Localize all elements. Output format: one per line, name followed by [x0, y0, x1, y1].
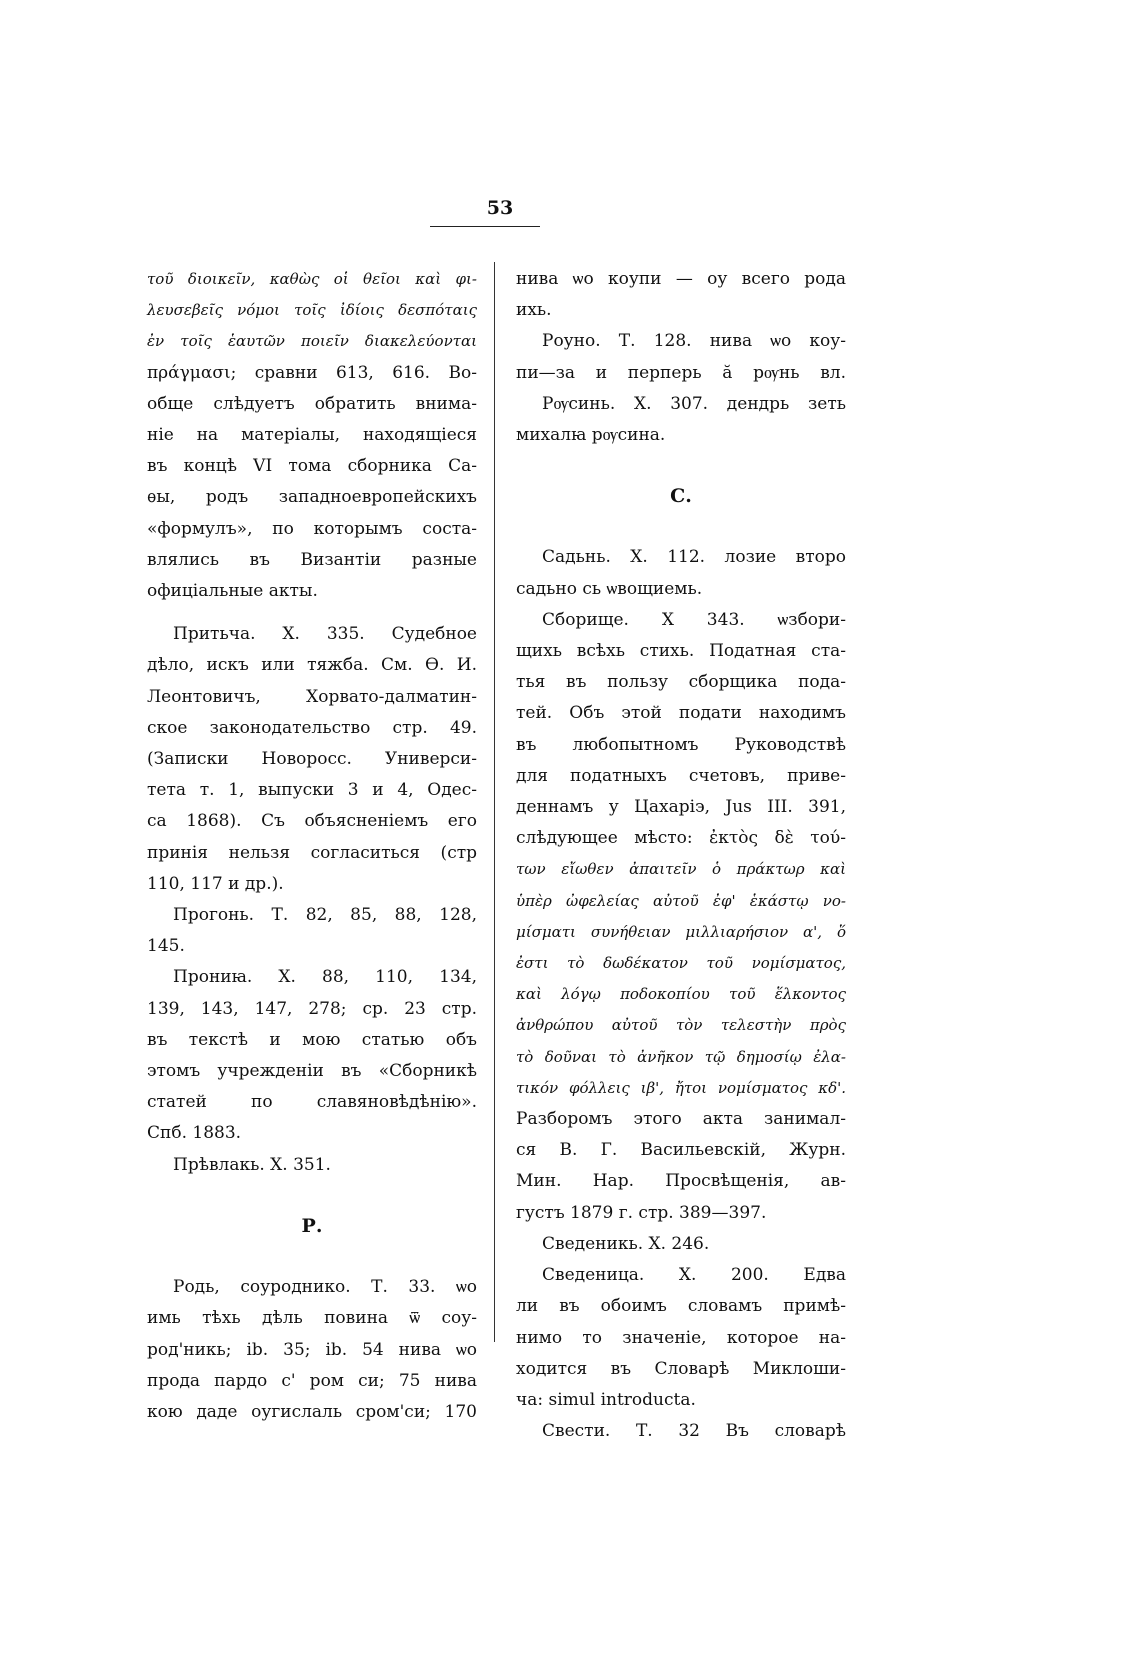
- text-line: кою даде оугислаль сром'си; 170: [147, 1401, 477, 1422]
- text-line: садьно сь ѡвощиемь.: [516, 578, 703, 599]
- text-line: прода пардо с' ром си; 75 нива: [147, 1370, 477, 1391]
- section-letter: С.: [670, 485, 692, 508]
- text-line: μίσματι συνήθειαν μιλλιαρήσιον α', ὅ: [516, 922, 846, 941]
- text-line: деннамъ у Цахаріэ, Jus III. 391,: [516, 797, 846, 818]
- text-line: Сборище. Х 343. ѡзбори-: [542, 609, 846, 630]
- header-rule: [430, 226, 540, 227]
- section-gap: [147, 1181, 477, 1211]
- text-line: щихь всѣхь стихь. Податная ста-: [516, 641, 846, 662]
- text-line: ли въ обоимъ словамъ примѣ-: [516, 1296, 846, 1317]
- text-line: густъ 1879 г. стр. 389—397.: [516, 1202, 767, 1223]
- text-line: Разборомъ этого акта занимал-: [516, 1109, 846, 1130]
- text-line: тья въ пользу сборщика пода-: [516, 672, 846, 693]
- text-line: пи—за и перперь ӑ рѹнь вл.: [516, 362, 846, 383]
- text-line: ча: simul introducta.: [516, 1389, 696, 1410]
- text-line: Свести. Т. 32 Въ словарѣ: [542, 1421, 846, 1442]
- text-line: των εἴωθεν ἀπαιτεῖν ὁ πράκτωρ καὶ: [516, 860, 846, 879]
- text-line: 139, 143, 147, 278; ср. 23 стр.: [147, 998, 477, 1019]
- text-line: Прѣвлакь. Х. 351.: [173, 1154, 331, 1175]
- text-line: Спб. 1883.: [147, 1123, 242, 1144]
- text-line: имь тѣхь дѣль повина ѿ соу-: [147, 1308, 477, 1329]
- text-line: тета т. 1, выпуски 3 и 4, Одес-: [147, 780, 477, 801]
- text-line: Притьча. Х. 335. Судебное: [173, 624, 477, 645]
- text-line: нимо то значеніе, которое на-: [516, 1327, 846, 1348]
- text-line: ἐστι τὸ δωδέκατον τοῦ νομίσματος,: [516, 954, 846, 973]
- text-line: (Записки Новоросс. Универси-: [147, 749, 477, 770]
- text-line: ѳы, родъ западноевропейскихъ: [147, 487, 477, 508]
- section-gap: [516, 512, 846, 542]
- paragraph-gap: [147, 607, 477, 619]
- right-column: [516, 264, 846, 1447]
- text-line: Садьнь. Х. 112. лозие второ: [542, 547, 846, 568]
- column-divider: [494, 262, 495, 1342]
- text-line: ἀνθρώπου αὐτοῦ τὸν τελεστὴν πρὸς: [516, 1016, 846, 1035]
- text-line: τικόν φόλλεις ιβ', ἤτοι νομίσματος κδ'.: [516, 1078, 846, 1097]
- section-letter: Р.: [301, 1214, 323, 1237]
- text-line: офиціальные акты.: [147, 581, 318, 602]
- text-line: слѣдующее мѣсто: ἐκτὸς δὲ τού-: [516, 828, 846, 849]
- text-line: дѣло, искъ или тяжба. См. Ѳ. И.: [147, 655, 477, 676]
- text-line: ὑπὲρ ὠφελείας αὐτοῦ ἐφ' ἑκάστῳ νο-: [516, 891, 846, 910]
- text-line: «формулъ», по которымъ соста-: [147, 518, 477, 539]
- text-line: влялись въ Византіи разные: [147, 549, 477, 570]
- text-line: ἐν τοῖς ἑαυτῶν ποιεῖν διακελεύονται: [147, 332, 477, 351]
- text-line: принія нельзя согласиться (стр: [147, 842, 477, 863]
- text-line: Роуно. Т. 128. нива ѡо коу-: [542, 331, 846, 352]
- text-line: τοῦ διοικεῖν, καθὼς οἱ θεῖοι καὶ φι-: [147, 270, 477, 288]
- text-line: тей. Объ этой подати находимъ: [516, 703, 846, 724]
- text-line: τὸ δοῦναι τὸ ἀνῆκον τῷ δημοσίῳ ἐλα-: [516, 1047, 846, 1066]
- text-line: Мин. Нар. Просвѣщенія, ав-: [516, 1171, 846, 1192]
- text-line: са 1868). Съ объясненіемъ его: [147, 811, 477, 832]
- text-line: 110, 117 и др.).: [147, 873, 284, 894]
- left-column: [147, 264, 477, 1428]
- text-line: нива ѡо коупи — оу всего рода: [516, 269, 846, 289]
- text-line: род'никь; ib. 35; ib. 54 нива ѡо: [147, 1339, 477, 1360]
- text-line: Прогонь. Т. 82, 85, 88, 128,: [173, 905, 477, 926]
- text-line: ніе на матеріалы, находящіеся: [147, 425, 477, 446]
- text-line: этомъ учрежденіи въ «Сборникѣ: [147, 1061, 477, 1082]
- text-line: Леонтовичъ, Хорвато-далматин-: [147, 686, 477, 707]
- section-gap: [516, 451, 846, 481]
- text-line: въ концѣ VI тома сборника Са-: [147, 456, 477, 477]
- text-line: ся В. Г. Васильевскій, Журн.: [516, 1140, 846, 1161]
- text-line: для податныхъ счетовъ, приве-: [516, 765, 846, 786]
- text-line: λευσεβεῖς νόμοι τοῖς ἰδίοις δεσπόταις: [147, 301, 477, 320]
- text-line: обще слѣдуетъ обратить внима-: [147, 393, 477, 414]
- text-line: Сведеникь. Х. 246.: [542, 1233, 710, 1254]
- text-line: Сведеница. Х. 200. Едва: [542, 1265, 846, 1286]
- text-line: 145.: [147, 936, 185, 957]
- text-line: ихь.: [516, 300, 552, 321]
- text-line: Родь, соуроднико. Т. 33. ѡо: [173, 1277, 477, 1298]
- text-line: Прониꙗ. Х. 88, 110, 134,: [173, 967, 477, 988]
- text-line: ходится въ Словарѣ Миклоши-: [516, 1358, 846, 1379]
- text-line: πράγμασι; сравни 613, 616. Во-: [147, 362, 477, 383]
- text-line: статей по славяновѣдѣнію».: [147, 1092, 477, 1113]
- section-gap: [147, 1242, 477, 1272]
- text-line: въ любопытномъ Руководствѣ: [516, 734, 846, 755]
- page-number: 53: [486, 197, 514, 219]
- text-line: καὶ λόγῳ ποδοκοπίου τοῦ ἕλκοντος: [516, 985, 846, 1004]
- text-line: Рѹсинь. Х. 307. дендрь зеть: [542, 393, 846, 414]
- text-line: въ текстѣ и мою статью объ: [147, 1029, 477, 1050]
- text-line: ское законодательство стр. 49.: [147, 717, 477, 738]
- text-line: михалꙗ рѹсина.: [516, 425, 666, 446]
